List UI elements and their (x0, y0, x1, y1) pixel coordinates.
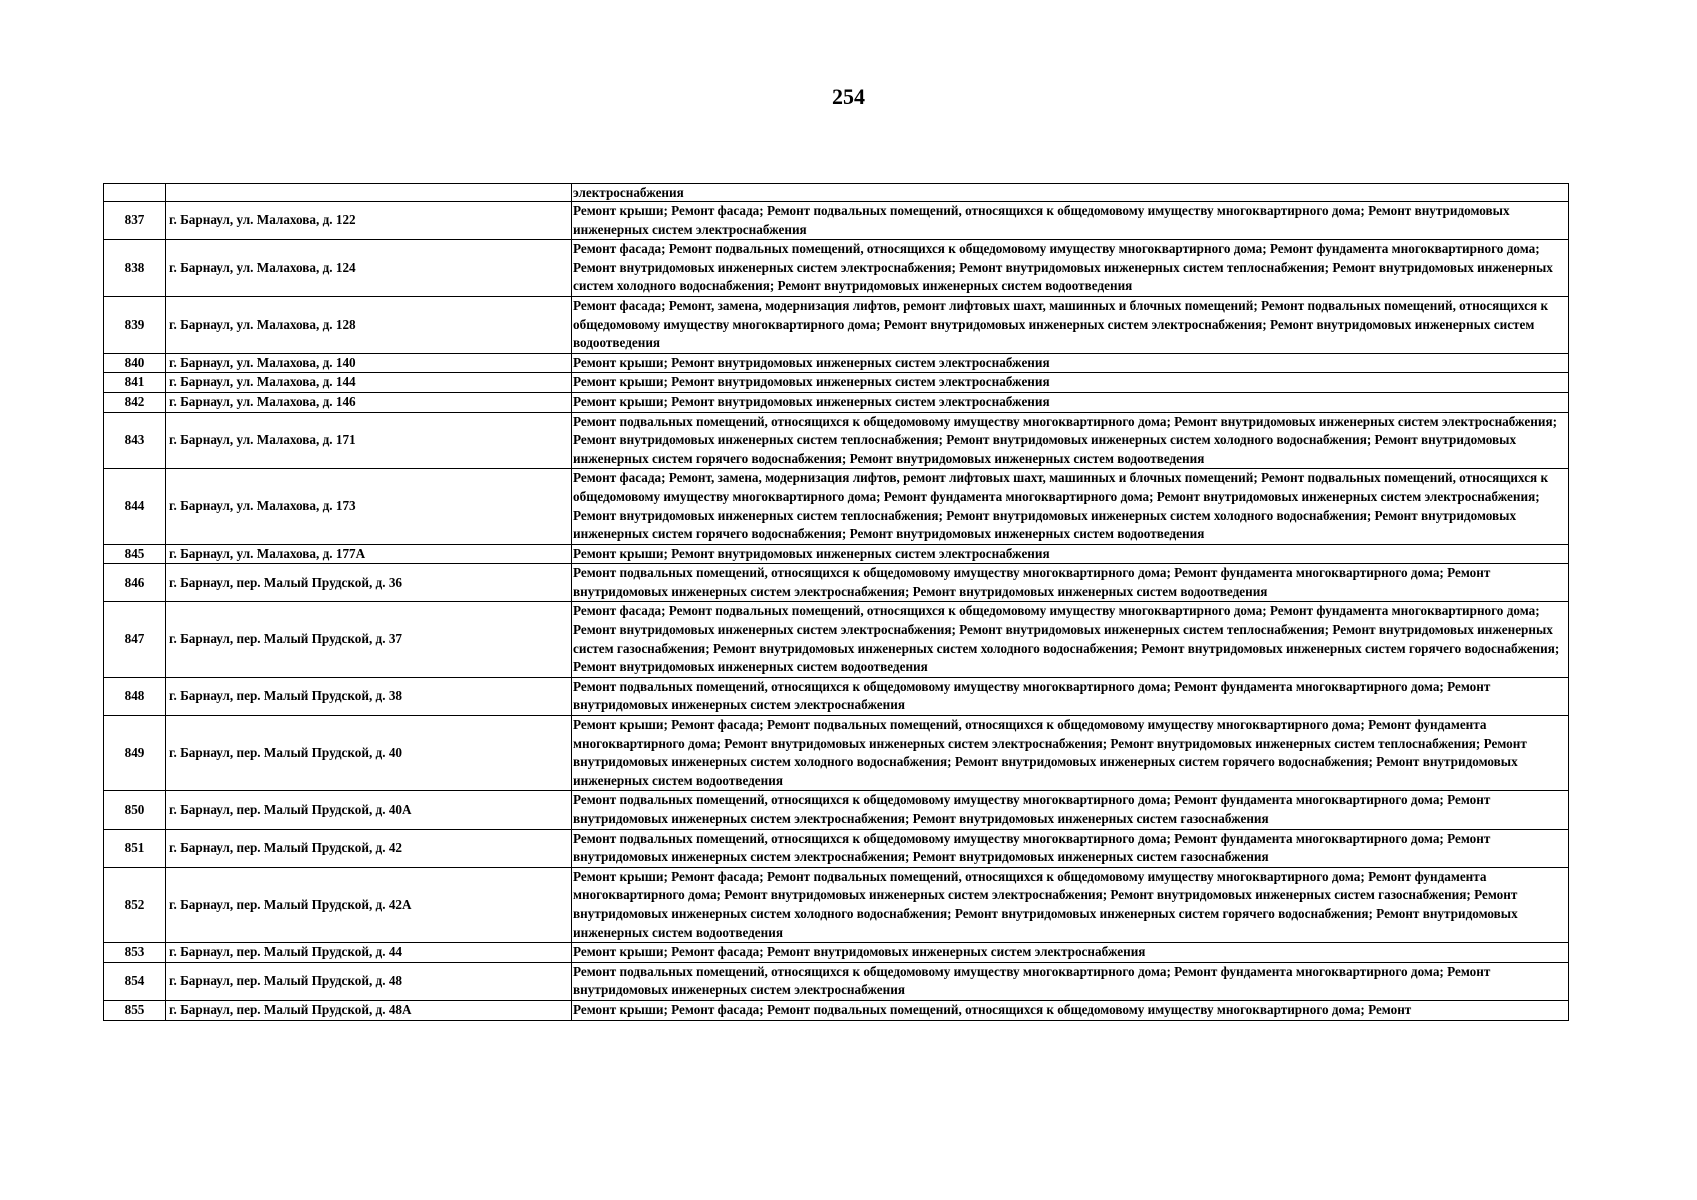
row-number-cell: 848 (104, 677, 166, 715)
works-cell: Ремонт подвальных помещений, относящихся к общедомовому имуществу многоквартирного дома; Ремонт фундамента многоквартирного дома; Ремонт внутридомовых инженерных систем электроснабжения (572, 677, 1569, 715)
address-cell: г. Барнаул, пер. Малый Прудской, д. 48А (166, 1000, 572, 1020)
works-cell: Ремонт фасада; Ремонт, замена, модернизация лифтов, ремонт лифтовых шахт, машинных и блочных помещений; Ремонт подвальных помещений, относящихся к общедомовому имуществу многоквартирного дома; Ремонт внутридомовых инженерных систем электроснабжения; Ремонт внутридомовых инженерных систем водоотведения (572, 296, 1569, 353)
row-number-cell: 852 (104, 867, 166, 942)
row-number-cell: 854 (104, 962, 166, 1000)
works-cell: Ремонт крыши; Ремонт фасада; Ремонт подвальных помещений, относящихся к общедомовому имуществу многоквартирного дома; Ремонт (572, 1000, 1569, 1020)
address-cell: г. Барнаул, пер. Малый Прудской, д. 36 (166, 564, 572, 602)
address-cell: г. Барнаул, пер. Малый Прудской, д. 38 (166, 677, 572, 715)
table-row (104, 544, 1569, 564)
works-cell: Ремонт крыши; Ремонт фасада; Ремонт подвальных помещений, относящихся к общедомовому имуществу многоквартирного дома; Ремонт фундамента многоквартирного дома; Ремонт внутридомовых инженерных систем электроснабжения; Ремонт внутридомовых инженерных систем газоснабжения; Ремонт внутридомовых инженерных систем холодного водоснабжения; Ремонт внутридомовых инженерных систем горячего водоснабжения; Ремонт внутридомовых инженерных систем водоотведения (572, 867, 1569, 942)
works-cell: Ремонт фасада; Ремонт, замена, модернизация лифтов, ремонт лифтовых шахт, машинных и блочных помещений; Ремонт подвальных помещений, относящихся к общедомовому имуществу многоквартирного дома; Ремонт фундамента многоквартирного дома; Ремонт внутридомовых инженерных систем электроснабжения; Ремонт внутридомовых инженерных систем теплоснабжения; Ремонт внутридомовых инженерных систем холодного водоснабжения; Ремонт внутридомовых инженерных систем горячего водоснабжения; Ремонт внутридомовых инженерных систем водоотведения (572, 469, 1569, 544)
works-cell: Ремонт крыши; Ремонт фасада; Ремонт внутридомовых инженерных систем электроснабжения (572, 943, 1569, 963)
table-row (104, 943, 1569, 963)
row-number-cell: 850 (104, 791, 166, 829)
table-row (104, 791, 1569, 829)
row-number-cell: 840 (104, 353, 166, 373)
table-row (104, 602, 1569, 677)
table-row (104, 829, 1569, 867)
table-row (104, 353, 1569, 373)
row-number-cell: 843 (104, 412, 166, 469)
row-number-cell: 847 (104, 602, 166, 677)
works-cell: Ремонт крыши; Ремонт внутридомовых инженерных систем электроснабжения (572, 353, 1569, 373)
table-row (104, 1000, 1569, 1020)
row-number-cell: 845 (104, 544, 166, 564)
row-number-cell: 844 (104, 469, 166, 544)
table-row (104, 716, 1569, 791)
address-cell (166, 184, 572, 202)
table-row (104, 392, 1569, 412)
row-number-cell: 855 (104, 1000, 166, 1020)
address-cell: г. Барнаул, пер. Малый Прудской, д. 40 (166, 716, 572, 791)
works-cell: Ремонт подвальных помещений, относящихся к общедомовому имуществу многоквартирного дома; Ремонт фундамента многоквартирного дома; Ремонт внутридомовых инженерных систем электроснабжения (572, 962, 1569, 1000)
table-row (104, 240, 1569, 297)
row-number-cell: 853 (104, 943, 166, 963)
table-row (104, 564, 1569, 602)
table-row (104, 296, 1569, 353)
register-body (104, 184, 1569, 1021)
works-cell: электроснабжения (572, 184, 1569, 202)
row-number-cell: 837 (104, 202, 166, 240)
address-cell: г. Барнаул, ул. Малахова, д. 140 (166, 353, 572, 373)
address-cell: г. Барнаул, ул. Малахова, д. 124 (166, 240, 572, 297)
page-number: 254 (832, 84, 865, 109)
row-number-cell: 838 (104, 240, 166, 297)
table-row (104, 677, 1569, 715)
address-cell: г. Барнаул, пер. Малый Прудской, д. 42 (166, 829, 572, 867)
works-cell: Ремонт подвальных помещений, относящихся к общедомовому имуществу многоквартирного дома; Ремонт внутридомовых инженерных систем электроснабжения; Ремонт внутридомовых инженерных систем теплоснабжения; Ремонт внутридомовых инженерных систем холодного водоснабжения; Ремонт внутридомовых инженерных систем горячего водоснабжения; Ремонт внутридомовых инженерных систем водоотведения (572, 412, 1569, 469)
row-number-cell: 851 (104, 829, 166, 867)
works-cell: Ремонт крыши; Ремонт внутридомовых инженерных систем электроснабжения (572, 544, 1569, 564)
address-cell: г. Барнаул, пер. Малый Прудской, д. 48 (166, 962, 572, 1000)
table-row (104, 962, 1569, 1000)
row-number-cell: 839 (104, 296, 166, 353)
address-cell: г. Барнаул, пер. Малый Прудской, д. 40А (166, 791, 572, 829)
continuation-row (104, 184, 1569, 202)
address-cell: г. Барнаул, ул. Малахова, д. 177А (166, 544, 572, 564)
row-number-cell: 841 (104, 373, 166, 393)
works-cell: Ремонт фасада; Ремонт подвальных помещений, относящихся к общедомовому имуществу многоквартирного дома; Ремонт фундамента многоквартирного дома; Ремонт внутридомовых инженерных систем электроснабжения; Ремонт внутридомовых инженерных систем теплоснабжения; Ремонт внутридомовых инженерных систем газоснабжения; Ремонт внутридомовых инженерных систем холодного водоснабжения; Ремонт внутридомовых инженерных систем горячего водоснабжения; Ремонт внутридомовых инженерных систем водоотведения (572, 602, 1569, 677)
address-cell: г. Барнаул, пер. Малый Прудской, д. 42А (166, 867, 572, 942)
address-cell: г. Барнаул, ул. Малахова, д. 146 (166, 392, 572, 412)
works-cell: Ремонт подвальных помещений, относящихся к общедомовому имуществу многоквартирного дома; Ремонт фундамента многоквартирного дома; Ремонт внутридомовых инженерных систем электроснабжения; Ремонт внутридомовых инженерных систем газоснабжения (572, 791, 1569, 829)
row-number-cell: 842 (104, 392, 166, 412)
works-cell: Ремонт крыши; Ремонт фасада; Ремонт подвальных помещений, относящихся к общедомовому имуществу многоквартирного дома; Ремонт фундамента многоквартирного дома; Ремонт внутридомовых инженерных систем электроснабжения; Ремонт внутридомовых инженерных систем теплоснабжения; Ремонт внутридомовых инженерных систем холодного водоснабжения; Ремонт внутридомовых инженерных систем горячего водоснабжения; Ремонт внутридомовых инженерных систем водоотведения (572, 716, 1569, 791)
address-cell: г. Барнаул, пер. Малый Прудской, д. 44 (166, 943, 572, 963)
address-cell: г. Барнаул, ул. Малахова, д. 122 (166, 202, 572, 240)
table-row (104, 202, 1569, 240)
address-cell: г. Барнаул, ул. Малахова, д. 173 (166, 469, 572, 544)
table-row (104, 469, 1569, 544)
works-cell: Ремонт фасада; Ремонт подвальных помещений, относящихся к общедомовому имуществу многоквартирного дома; Ремонт фундамента многоквартирного дома; Ремонт внутридомовых инженерных систем электроснабжения; Ремонт внутридомовых инженерных систем теплоснабжения; Ремонт внутридомовых инженерных систем холодного водоснабжения; Ремонт внутридомовых инженерных систем водоотведения (572, 240, 1569, 297)
address-cell: г. Барнаул, пер. Малый Прудской, д. 37 (166, 602, 572, 677)
row-number-cell (104, 184, 166, 202)
address-cell: г. Барнаул, ул. Малахова, д. 171 (166, 412, 572, 469)
table-row (104, 412, 1569, 469)
address-cell: г. Барнаул, ул. Малахова, д. 128 (166, 296, 572, 353)
works-cell: Ремонт крыши; Ремонт внутридомовых инженерных систем электроснабжения (572, 373, 1569, 393)
row-number-cell: 846 (104, 564, 166, 602)
row-number-cell: 849 (104, 716, 166, 791)
works-cell: Ремонт крыши; Ремонт внутридомовых инженерных систем электроснабжения (572, 392, 1569, 412)
works-cell: Ремонт крыши; Ремонт фасада; Ремонт подвальных помещений, относящихся к общедомовому имуществу многоквартирного дома; Ремонт внутридомовых инженерных систем электроснабжения (572, 202, 1569, 240)
address-cell: г. Барнаул, ул. Малахова, д. 144 (166, 373, 572, 393)
repair-register-table (103, 183, 1569, 1021)
works-cell: Ремонт подвальных помещений, относящихся к общедомовому имуществу многоквартирного дома; Ремонт фундамента многоквартирного дома; Ремонт внутридомовых инженерных систем электроснабжения; Ремонт внутридомовых инженерных систем водоотведения (572, 564, 1569, 602)
works-cell: Ремонт подвальных помещений, относящихся к общедомовому имуществу многоквартирного дома; Ремонт фундамента многоквартирного дома; Ремонт внутридомовых инженерных систем электроснабжения; Ремонт внутридомовых инженерных систем газоснабжения (572, 829, 1569, 867)
table-row (104, 867, 1569, 942)
table-row (104, 373, 1569, 393)
